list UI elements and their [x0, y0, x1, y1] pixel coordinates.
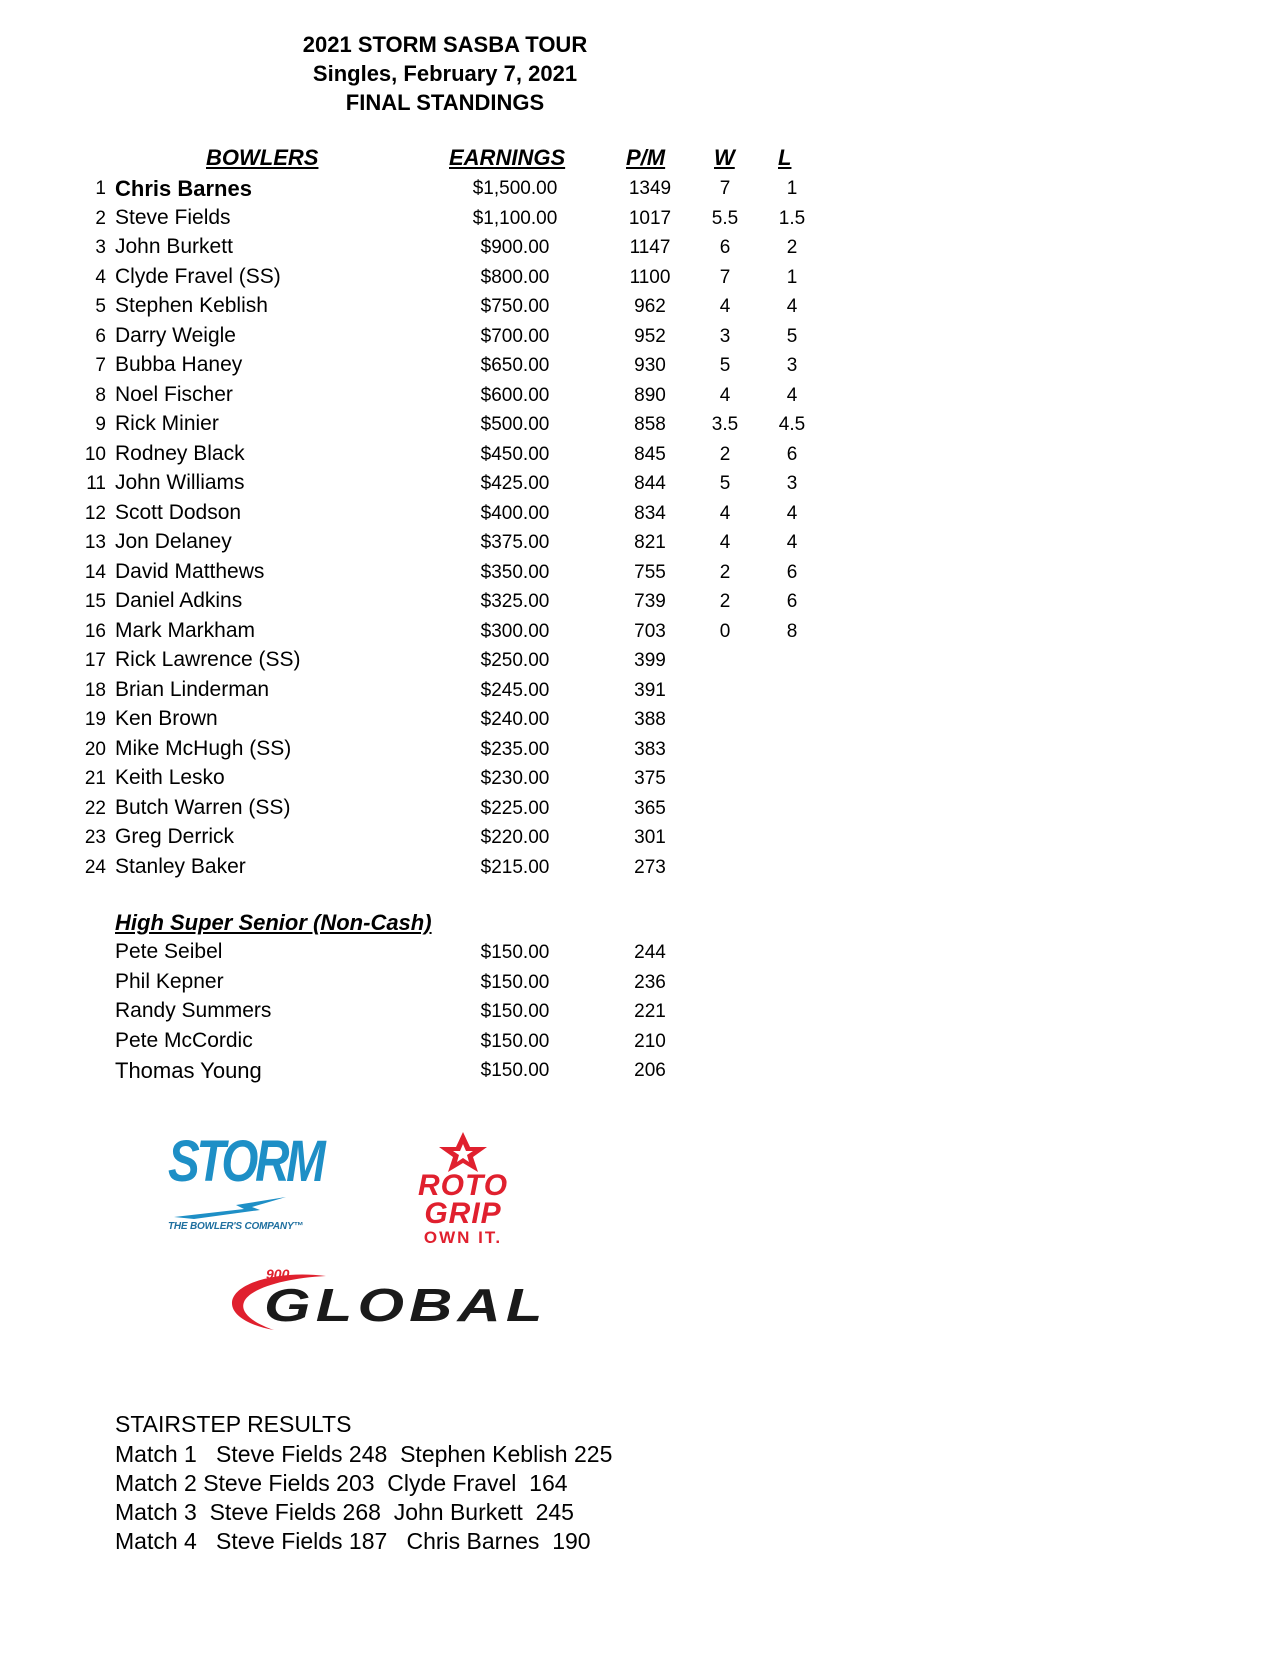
bowler-name: Noel Fischer — [115, 382, 233, 406]
wins-cell: 6 — [719, 237, 731, 258]
pm-cell: 703 — [634, 620, 666, 642]
losses-cell: 4 — [786, 384, 798, 406]
stairstep-heading: STAIRSTEP RESULTS — [115, 1411, 352, 1437]
table-row — [0, 471, 900, 500]
bowler-name: Rick Lawrence (SS) — [115, 648, 301, 671]
pm-cell: 858 — [634, 414, 666, 435]
earnings-cell: $375.00 — [480, 532, 550, 553]
col-w: W — [714, 145, 735, 170]
wins-cell: 5 — [719, 473, 731, 494]
storm-lightning-icon — [174, 1195, 294, 1221]
wins-cell: 4 — [719, 384, 731, 406]
wins-cell: 4 — [719, 296, 731, 317]
wins-cell: 3 — [719, 325, 731, 347]
wins-cell: 4 — [719, 502, 731, 524]
document-header — [0, 30, 890, 117]
rank-cell: 21 — [84, 768, 106, 789]
earnings-cell: $425.00 — [480, 473, 550, 494]
bowler-name: Ken Brown — [115, 707, 218, 730]
bowler-name: Clyde Fravel (SS) — [115, 264, 281, 288]
table-row — [0, 855, 900, 884]
star-icon — [435, 1132, 491, 1172]
event-subtitle: Singles, February 7, 2021 — [312, 61, 578, 86]
bowler-name: Jon Delaney — [115, 530, 232, 553]
earnings-cell: $900.00 — [480, 237, 550, 258]
table-row — [0, 678, 900, 707]
rotogrip-text-grip: GRIP — [424, 1197, 502, 1230]
losses-cell: 4 — [786, 532, 798, 553]
list-item — [0, 999, 900, 1028]
wins-cell: 2 — [719, 591, 731, 612]
earnings-cell: $250.00 — [480, 650, 550, 671]
bowler-name: Stephen Keblish — [115, 294, 268, 317]
match-result: Match 3 Steve Fields 268 John Burkett 245 — [115, 1499, 574, 1525]
match-result: Match 1 Steve Fields 248 Stephen Keblish 225 — [115, 1441, 613, 1467]
table-row — [0, 707, 900, 736]
earnings-cell: $450.00 — [480, 443, 550, 465]
losses-cell: 1 — [786, 178, 798, 199]
wins-cell: 2 — [719, 561, 731, 583]
pm-cell: 1017 — [628, 207, 672, 229]
earnings-cell: $700.00 — [480, 325, 550, 347]
super-senior-heading: High Super Senior (Non-Cash) — [115, 910, 432, 935]
bowler-name: Bubba Haney — [115, 353, 243, 376]
pm-cell: 844 — [634, 473, 666, 494]
wins-cell: 5 — [719, 355, 731, 376]
earnings-cell: $215.00 — [480, 856, 550, 878]
rank-cell: 9 — [95, 414, 106, 435]
rank-cell: 22 — [84, 797, 106, 819]
table-row — [0, 294, 900, 323]
earnings-cell: $500.00 — [480, 414, 550, 435]
table-row — [0, 530, 900, 559]
bowler-name: Keith Lesko — [115, 766, 225, 789]
bowler-name: Rodney Black — [115, 441, 245, 465]
earnings-cell: $650.00 — [480, 355, 550, 376]
pm-cell: 365 — [634, 797, 666, 819]
storm-tagline: THE BOWLER'S COMPANY™ — [168, 1221, 304, 1232]
pm-cell: 930 — [634, 355, 666, 376]
rank-cell: 2 — [95, 207, 106, 229]
rotogrip-slogan: OWN IT. — [423, 1228, 503, 1247]
col-earnings: EARNINGS — [449, 145, 566, 170]
pm-cell: 301 — [634, 827, 666, 848]
storm-logo-text: STORM — [168, 1129, 323, 1194]
rotogrip-text-roto: ROTO — [417, 1169, 509, 1202]
losses-cell: 2 — [786, 237, 798, 258]
table-row — [0, 206, 900, 235]
table-row — [0, 766, 900, 795]
losses-cell: 6 — [786, 443, 798, 465]
bowler-name: Butch Warren (SS) — [115, 795, 291, 819]
losses-cell: 4 — [786, 296, 798, 317]
rank-cell: 5 — [95, 296, 106, 317]
standings-title: FINAL STANDINGS — [345, 90, 545, 115]
earnings-cell: $350.00 — [480, 561, 550, 583]
senior-pm: 206 — [634, 1060, 666, 1081]
bowler-name: Stanley Baker — [115, 854, 246, 878]
losses-cell: 6 — [786, 591, 798, 612]
pm-cell: 388 — [634, 709, 666, 730]
table-row — [0, 353, 900, 382]
losses-cell: 4.5 — [778, 414, 806, 435]
rank-cell: 4 — [95, 266, 106, 288]
rank-cell: 17 — [84, 650, 106, 671]
earnings-cell: $230.00 — [480, 768, 550, 789]
table-row — [0, 619, 900, 648]
bowler-name: Brian Linderman — [115, 677, 270, 701]
pm-cell: 399 — [634, 650, 666, 671]
senior-name: Pete McCordic — [115, 1028, 253, 1052]
senior-name: Pete Seibel — [115, 940, 223, 963]
bowler-name: John Williams — [115, 471, 245, 494]
senior-name: Randy Summers — [115, 999, 272, 1022]
table-row — [0, 825, 900, 854]
earnings-cell: $600.00 — [480, 384, 550, 406]
pm-cell: 952 — [634, 325, 666, 347]
senior-pm: 210 — [634, 1030, 666, 1052]
pm-cell: 383 — [634, 738, 666, 760]
pm-cell: 1147 — [629, 237, 671, 258]
earnings-cell: $235.00 — [480, 738, 550, 760]
wins-cell: 2 — [719, 443, 731, 465]
rank-cell: 7 — [95, 355, 106, 376]
earnings-cell: $1,500.00 — [472, 178, 558, 199]
bowler-name: Steve Fields — [115, 205, 231, 229]
earnings-cell: $245.00 — [480, 679, 550, 701]
table-row — [0, 737, 900, 766]
senior-pm: 236 — [634, 971, 666, 993]
senior-earnings: $150.00 — [480, 971, 550, 993]
table-row — [0, 796, 900, 825]
global-text: GLOBAL — [264, 1279, 548, 1331]
senior-earnings: $150.00 — [480, 1030, 550, 1052]
pm-cell: 1100 — [629, 266, 671, 288]
earnings-cell: $225.00 — [480, 797, 550, 819]
table-row — [0, 501, 900, 530]
table-row — [0, 176, 900, 205]
wins-cell: 7 — [719, 266, 731, 288]
rank-cell: 6 — [95, 325, 106, 347]
pm-cell: 834 — [634, 502, 666, 524]
wins-cell: 4 — [719, 532, 731, 553]
storm-logo — [168, 1128, 328, 1232]
rank-cell: 19 — [84, 709, 106, 730]
global-logo — [226, 1268, 606, 1338]
senior-name: Thomas Young — [115, 1058, 262, 1083]
rank-cell: 18 — [84, 679, 106, 701]
table-row — [0, 442, 900, 471]
wins-cell: 3.5 — [711, 414, 739, 435]
bowler-name: Chris Barnes — [115, 176, 252, 201]
bowler-name: Daniel Adkins — [115, 589, 243, 612]
earnings-cell: $220.00 — [480, 827, 550, 848]
wins-cell: 0 — [719, 620, 731, 642]
table-row — [0, 648, 900, 677]
wins-cell: 7 — [719, 178, 731, 199]
bowler-name: Darry Weigle — [115, 323, 236, 347]
bowler-name: Rick Minier — [115, 412, 219, 435]
senior-pm: 221 — [634, 1001, 666, 1022]
senior-earnings: $150.00 — [480, 942, 550, 963]
bowler-name: David Matthews — [115, 559, 265, 583]
earnings-cell: $400.00 — [480, 502, 550, 524]
rank-cell: 13 — [84, 532, 106, 553]
pm-cell: 845 — [634, 443, 666, 465]
senior-earnings: $150.00 — [480, 1001, 550, 1022]
bowler-name: John Burkett — [115, 235, 233, 258]
bowler-name: Greg Derrick — [115, 825, 235, 848]
senior-pm: 244 — [634, 942, 666, 963]
earnings-cell: $800.00 — [480, 266, 550, 288]
rank-cell: 15 — [84, 591, 106, 612]
match-result: Match 4 Steve Fields 187 Chris Barnes 190 — [115, 1528, 591, 1554]
earnings-cell: $1,100.00 — [472, 207, 558, 229]
col-bowlers: BOWLERS — [206, 145, 319, 170]
losses-cell: 4 — [786, 502, 798, 524]
senior-name: Phil Kepner — [115, 969, 224, 993]
rank-cell: 3 — [95, 237, 106, 258]
rank-cell: 14 — [84, 561, 106, 583]
losses-cell: 3 — [786, 473, 798, 494]
rank-cell: 24 — [84, 856, 106, 878]
losses-cell: 1 — [786, 266, 798, 288]
rank-cell: 12 — [84, 502, 106, 524]
earnings-cell: $300.00 — [480, 620, 550, 642]
rank-cell: 23 — [84, 827, 106, 848]
earnings-cell: $240.00 — [480, 709, 550, 730]
wins-cell: 5.5 — [711, 207, 739, 229]
losses-cell: 5 — [786, 325, 798, 347]
rank-cell: 16 — [84, 620, 106, 642]
table-row — [0, 560, 900, 589]
pm-cell: 273 — [634, 856, 666, 878]
table-row — [0, 412, 900, 441]
earnings-cell: $750.00 — [480, 296, 550, 317]
rank-cell: 11 — [86, 473, 106, 494]
bowler-name: Mark Markham — [115, 618, 256, 642]
global-900-text: 900 — [266, 1266, 290, 1282]
pm-cell: 755 — [634, 561, 666, 583]
pm-cell: 739 — [634, 591, 666, 612]
losses-cell: 3 — [786, 355, 798, 376]
col-pm: P/M — [626, 145, 666, 170]
match-result: Match 2 Steve Fields 203 Clyde Fravel 164 — [115, 1470, 568, 1496]
losses-cell: 8 — [786, 620, 798, 642]
col-l: L — [778, 145, 792, 170]
pm-cell: 962 — [634, 296, 666, 317]
losses-cell: 1.5 — [778, 207, 806, 229]
pm-cell: 391 — [634, 679, 666, 701]
table-row — [0, 383, 900, 412]
losses-cell: 6 — [786, 561, 798, 583]
senior-earnings: $150.00 — [480, 1060, 550, 1081]
table-row — [0, 324, 900, 353]
tour-title: 2021 STORM SASBA TOUR — [302, 32, 588, 57]
list-item — [0, 1058, 900, 1087]
list-item — [0, 1029, 900, 1058]
bowler-name: Scott Dodson — [115, 500, 242, 524]
bowler-name: Mike McHugh (SS) — [115, 736, 292, 760]
pm-cell: 1349 — [628, 178, 672, 199]
earnings-cell: $325.00 — [480, 591, 550, 612]
list-item — [0, 940, 900, 969]
rank-cell: 20 — [84, 738, 106, 760]
table-row — [0, 265, 900, 294]
rank-cell: 8 — [95, 384, 106, 406]
rank-cell: 10 — [84, 443, 106, 465]
table-row — [0, 589, 900, 618]
pm-cell: 890 — [634, 384, 666, 406]
rotogrip-logo — [388, 1132, 538, 1248]
list-item — [0, 970, 900, 999]
pm-cell: 375 — [634, 768, 666, 789]
pm-cell: 821 — [634, 532, 666, 553]
rank-cell: 1 — [95, 178, 106, 199]
table-row — [0, 235, 900, 264]
